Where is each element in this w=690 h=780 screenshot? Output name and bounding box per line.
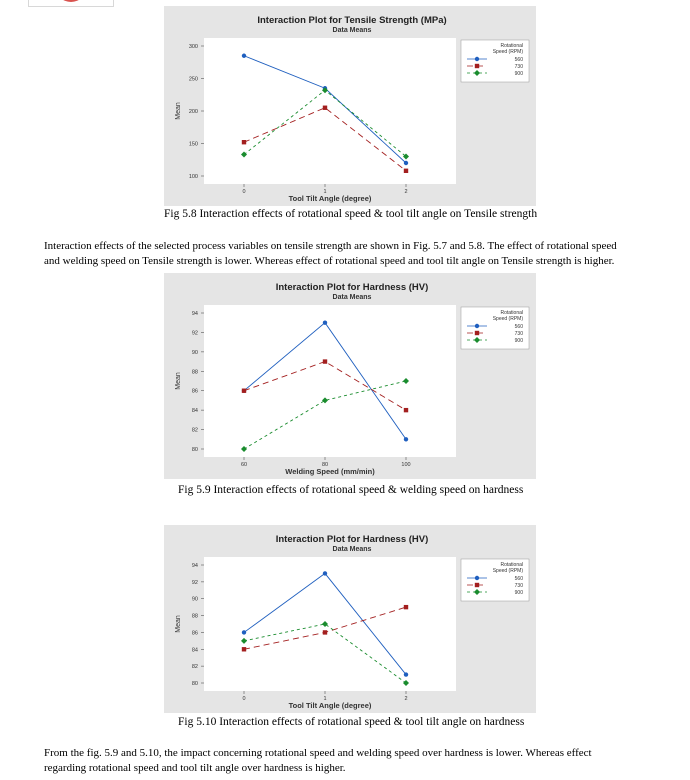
- paragraph-line: From the fig. 5.9 and 5.10, the impact concerning rotational speed and welding speed over hardness is lower. Whereas effect: [44, 747, 592, 759]
- legend-title: Rotational: [500, 43, 523, 49]
- y-tick-label: 86: [191, 630, 198, 637]
- data-point-730: [323, 106, 327, 110]
- chart-hardness-vs-welding-speed: [164, 273, 536, 479]
- chart-subtitle: Data Means: [332, 27, 372, 34]
- y-tick-label: 82: [191, 427, 198, 434]
- y-tick-label: 82: [191, 664, 198, 671]
- legend-marker-730: [475, 583, 479, 587]
- chart-subtitle: Data Means: [332, 294, 372, 301]
- legend-title: Rotational: [500, 310, 523, 316]
- y-tick-label: 84: [191, 408, 198, 415]
- x-tick-label: 100: [401, 462, 411, 468]
- legend-entry-900: 900: [514, 338, 523, 344]
- paragraph-line: and welding speed on Tensile strength is lower. Whereas effect of rotational speed and tool tilt angle on Tensile strength is higher.: [44, 254, 615, 267]
- x-tick-label: 2: [404, 189, 408, 195]
- y-tick-label: 92: [191, 330, 198, 337]
- data-point-560: [404, 437, 408, 441]
- legend-entry-730: 730: [514, 331, 523, 337]
- x-tick-label: 1: [323, 189, 327, 195]
- x-tick-label: 1: [323, 696, 327, 702]
- x-axis-label: Tool Tilt Angle (degree): [288, 701, 372, 710]
- data-point-730: [404, 169, 408, 173]
- caption-fig-5-8: Fig 5.8 Interaction effects of rotational speed & tool tilt angle on Tensile strength: [164, 208, 538, 220]
- y-tick-label: 300: [188, 44, 198, 50]
- legend-entry-900: 900: [514, 590, 523, 596]
- y-tick-label: 80: [191, 681, 198, 687]
- paragraph-hardness-discussion: [44, 746, 664, 775]
- y-tick-label: 86: [191, 388, 198, 395]
- data-point-560: [404, 161, 408, 165]
- chart-title: Interaction Plot for Tensile Strength (MPa): [257, 15, 447, 26]
- header-logo-fragment: [28, 0, 114, 7]
- data-point-560: [242, 630, 246, 634]
- paragraph-line: Interaction effects of the selected process variables on tensile strength are shown in Fig. 5.7 and 5.8. The effect of rotational speed: [44, 240, 617, 252]
- x-axis-label: Welding Speed (mm/min): [285, 467, 375, 476]
- legend-title: Speed (RPM): [492, 316, 523, 322]
- data-point-730: [323, 359, 327, 363]
- legend-marker-560: [475, 57, 479, 61]
- y-tick-label: 250: [188, 76, 198, 83]
- paragraph-line: regarding rotational speed and tool tilt angle over hardness is higher.: [44, 761, 346, 774]
- legend-entry-560: 560: [514, 576, 523, 582]
- data-point-730: [242, 140, 246, 144]
- x-tick-label: 0: [242, 189, 246, 195]
- y-tick-label: 200: [188, 109, 198, 115]
- chart-hardness-vs-tilt: [164, 525, 536, 713]
- plot-area: [204, 38, 456, 184]
- caption-fig-5-10: Fig 5.10 Interaction effects of rotational speed & tool tilt angle on hardness: [178, 716, 525, 728]
- y-tick-label: 84: [191, 647, 198, 654]
- x-tick-label: 2: [404, 696, 408, 702]
- y-tick-label: 80: [191, 447, 198, 453]
- paragraph-tensile-discussion: [44, 239, 664, 268]
- legend-entry-730: 730: [514, 64, 523, 70]
- caption-fig-5-9: Fig 5.9 Interaction effects of rotational speed & welding speed on hardness: [178, 484, 524, 496]
- chart-tensile-vs-tilt: [164, 6, 536, 206]
- x-tick-label: 80: [321, 462, 329, 468]
- data-point-560: [323, 321, 327, 325]
- y-axis-label: Mean: [175, 615, 182, 633]
- y-axis-label: Mean: [175, 372, 182, 390]
- legend-marker-560: [475, 576, 479, 580]
- x-axis-label: Tool Tilt Angle (degree): [288, 194, 372, 203]
- data-point-730: [404, 408, 408, 412]
- legend-title: Rotational: [500, 562, 523, 568]
- y-tick-label: 94: [191, 311, 198, 317]
- legend-marker-730: [475, 64, 479, 68]
- data-point-730: [323, 630, 327, 634]
- y-tick-label: 94: [191, 563, 198, 569]
- legend-marker-730: [475, 331, 479, 335]
- data-point-560: [242, 54, 246, 58]
- data-point-730: [242, 389, 246, 393]
- legend-entry-560: 560: [514, 324, 523, 330]
- chart-title: Interaction Plot for Hardness (HV): [275, 282, 429, 293]
- data-point-730: [242, 647, 246, 651]
- chart-subtitle: Data Means: [332, 546, 372, 553]
- x-tick-label: 0: [242, 696, 246, 702]
- y-tick-label: 100: [188, 174, 198, 180]
- legend-entry-730: 730: [514, 583, 523, 589]
- plot-area: [204, 557, 456, 691]
- legend-entry-560: 560: [514, 57, 523, 63]
- y-tick-label: 88: [191, 613, 198, 620]
- data-point-560: [404, 672, 408, 676]
- legend-marker-560: [475, 324, 479, 328]
- y-tick-label: 92: [191, 579, 198, 586]
- legend-title: Speed (RPM): [492, 49, 523, 55]
- y-tick-label: 150: [188, 141, 198, 148]
- legend-entry-900: 900: [514, 71, 523, 77]
- y-tick-label: 88: [191, 369, 198, 376]
- logo-arc: [55, 0, 87, 2]
- chart-title: Interaction Plot for Hardness (HV): [275, 534, 429, 545]
- y-tick-label: 90: [191, 349, 198, 356]
- plot-area: [204, 305, 456, 457]
- data-point-730: [404, 605, 408, 609]
- x-tick-label: 60: [240, 462, 248, 468]
- y-axis-label: Mean: [175, 102, 182, 120]
- y-tick-label: 90: [191, 596, 198, 603]
- data-point-560: [323, 571, 327, 575]
- legend-title: Speed (RPM): [492, 568, 523, 574]
